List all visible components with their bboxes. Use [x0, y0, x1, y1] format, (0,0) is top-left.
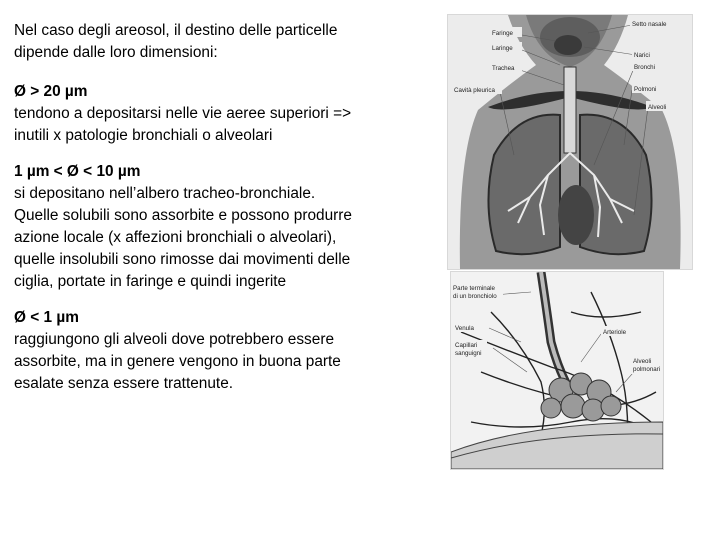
label-cavita-pleurica: Cavità pleurica: [454, 87, 495, 94]
intro-line-1: Nel caso degli areosol, il destino delle particelle: [14, 22, 338, 39]
label-arteriole: Arteriole: [603, 329, 627, 336]
respiratory-system-illustration: [447, 14, 693, 270]
text-column: [14, 20, 424, 409]
label-alveoli: Alveoli: [648, 104, 667, 111]
label-venula: Venula: [455, 325, 474, 332]
large-particles-paragraph: [14, 81, 424, 147]
large-particles-line-2: inutili x patologie bronchiali o alveolari: [14, 127, 273, 144]
label-bronchi: Bronchi: [634, 64, 655, 71]
label-polmoni: Polmoni: [634, 86, 657, 93]
alveoli-drawing: [451, 272, 663, 469]
small-particles-line-1: raggiungono gli alveoli dove potrebbero essere: [14, 331, 335, 348]
label-faringe: Faringe: [492, 30, 513, 37]
intro-line-2: dipende dalle loro dimensioni:: [14, 44, 218, 61]
medium-particles-line-3: azione locale (x affezioni bronchiali o alveolari),: [14, 229, 337, 246]
respiratory-system-drawing: [448, 15, 692, 269]
small-particles-paragraph: [14, 307, 424, 395]
label-alveoli-polmonari-1: Alveoli: [633, 358, 652, 365]
label-parte-terminale-2: di un bronchiolo: [453, 293, 497, 300]
label-alveoli-polmonari-2: polmonari: [633, 366, 661, 373]
medium-particles-line-5: ciglia, portate in faringe e quindi ingerite: [14, 273, 287, 290]
intro-paragraph: [14, 20, 424, 64]
medium-particles-line-4: quelle insolubili sono rimosse dai movimenti delle: [14, 251, 351, 268]
label-trachea: Trachea: [492, 65, 515, 72]
small-particles-line-2: assorbite, ma in genere vengono in buona parte: [14, 353, 341, 370]
medium-particles-line-1: si depositano nell’albero tracheo-bronchiale.: [14, 185, 316, 202]
label-laringe: Laringe: [492, 45, 513, 52]
medium-particles-line-2: Quelle solubili sono assorbite e possono produrre: [14, 207, 352, 224]
large-particles-line-1: tendono a depositarsi nelle vie aeree superiori =>: [14, 105, 352, 122]
label-parte-terminale-1: Parte terminale: [453, 285, 495, 292]
alveoli-illustration: [450, 271, 664, 470]
medium-particles-heading: 1 µm < Ø < 10 µm: [14, 163, 141, 180]
label-capillari-1: Capillari: [455, 342, 478, 349]
label-capillari-2: sanguigni: [455, 350, 482, 357]
small-particles-line-3: esalate senza essere trattenute.: [14, 375, 234, 392]
label-setto-nasale: Setto nasale: [632, 21, 667, 28]
large-particles-heading: Ø > 20 µm: [14, 83, 88, 100]
small-particles-heading: Ø < 1 µm: [14, 309, 79, 326]
medium-particles-paragraph: [14, 161, 424, 293]
label-narici: Narici: [634, 52, 650, 59]
